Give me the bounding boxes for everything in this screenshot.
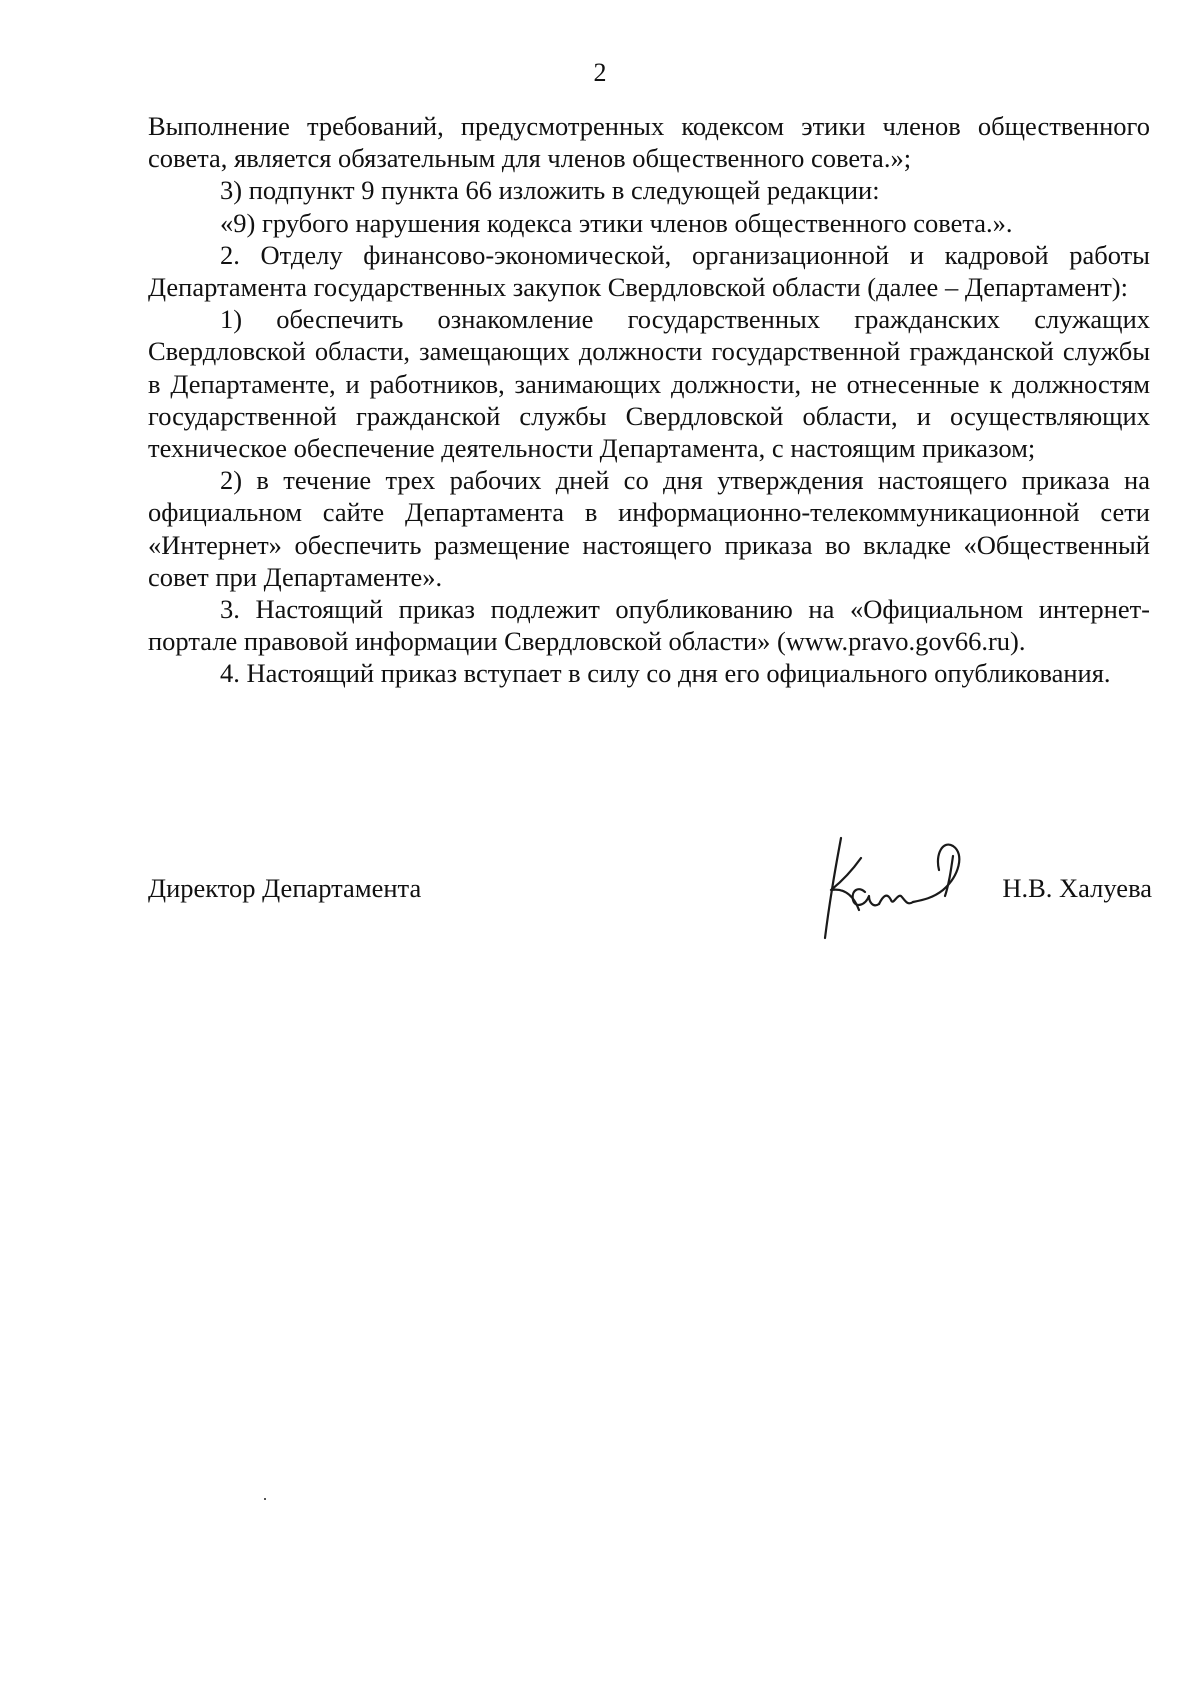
paragraph: Выполнение требований, предусмотренных кодексом этики членов общественного совета, является обязательным для членов общественного совета.»; [148,111,1150,174]
scan-speck [264,1498,266,1500]
paragraph: 2. Отделу финансово-экономической, организационной и кадровой работы Департамента государственных закупок Свердловской области (далее – Департамент): [148,239,1150,303]
paragraph: 3. Настоящий приказ подлежит опубликованию на «Официальном интернет-портале правовой информации Свердловской области» (www.pravo.gov66.ru). [148,594,1150,657]
paragraph: 2) в течение трех рабочих дней со дня утверждения настоящего приказа на официальном сайте Департамента в информационно-телекоммуникационной сети «Интернет» обеспечить размещение настоящего приказа во вкладке «Общественный совет при Департаменте». [148,465,1150,592]
handwritten-signature [803,830,983,945]
paragraph: 3) подпункт 9 пункта 66 изложить в следующей редакции: [220,175,880,206]
signature-block [148,830,1152,950]
paragraph: «9) грубого нарушения кодекса этики членов общественного совета.». [220,207,1013,238]
page-number: 2 [593,58,607,87]
signer-name: Н.В. Халуева [1002,873,1152,903]
paragraph: 1) обеспечить ознакомление государственных гражданских служащих Свердловской области, замещающих должности государственной гражданской службы в Департаменте, и работников, занимающих должности, не отнесенные к должностям государственной гражданской службы Свердловской области, и осуществляющих техническое обеспечение деятельности Департамента, с настоящим приказом; [148,304,1150,464]
document-body [148,110,1150,690]
paragraph: 4. Настоящий приказ вступает в силу со дня его официального опубликования. [220,658,1111,689]
signer-title: Директор Департамента [148,873,422,903]
